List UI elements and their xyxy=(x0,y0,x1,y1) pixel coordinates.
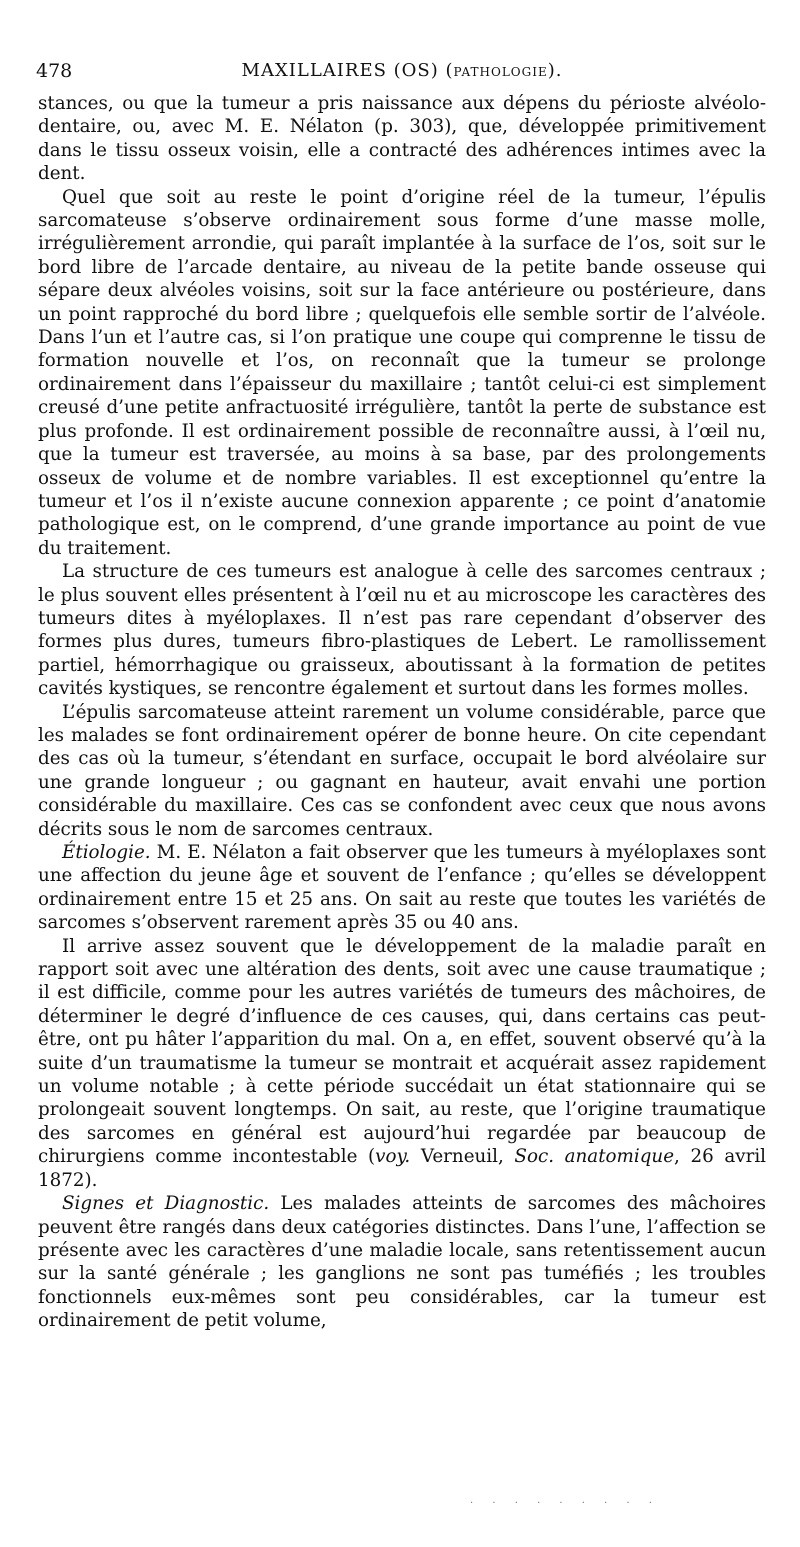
body-text xyxy=(38,92,766,1333)
paragraph-3: La structure de ces tumeurs est analogue à celle des sarcomes centraux ; le plus souvent elles présentent à l’œil nu et au microscope les caractères des tumeurs dites à myéloplaxes. Il n’est pas rare cependant d’observer des formes plus dures, tumeurs fibro-plastiques de Lebert. Le ramollissement partiel, hémorrhagique ou graisseux, aboutissant à la formation de petites cavités kystiques, se rencontre également et surtout dans les formes molles. xyxy=(38,561,766,700)
etiologie-heading: Étiologie. xyxy=(62,842,151,863)
paragraph-2: Quel que soit au reste le point d’origine réel de la tumeur, l’épulis sarcomateuse s’observe ordinairement sous forme d’une masse molle, irrégulièrement arrondie, qui paraît implantée à la surface de l’os, soit sur le bord libre de l’arcade dentaire, au niveau de la petite bande osseuse qui sépare deux alvéoles voisins, soit sur la face antérieure ou postérieure, dans un point rapproché du bord libre ; quelquefois elle semble sortir de l’alvéole. Dans l’un et l’autre cas, si l’on pratique une coupe qui comprenne le tissu de formation nouvelle et l’os, on reconnaît que la tumeur se prolonge ordinairement dans l’épaisseur du maxillaire ; tantôt celui-ci est simplement creusé d’une petite anfractuosité irrégulière, tantôt la perte de substance est plus profonde. Il est ordinairement possible de reconnaître aussi, à l’œil nu, que la tumeur est traversée, au moins à sa base, par des prolongements osseux de volume et de nombre variables. Il est exceptionnel qu’entre la tumeur et l’os il n’existe aucune connexion apparente ; ce point d’anatomie pathologique est, on le comprend, d’une grande importance au point de vue du traitement. xyxy=(38,186,766,559)
running-head-small: PATHOLOGIE xyxy=(453,65,548,79)
soc-anatomique: Soc. anatomique xyxy=(514,1146,675,1168)
voy-abbrev: voy. xyxy=(375,1146,411,1168)
paragraph-1: stances, ou que la tumeur a pris naissance aux dépens du périoste alvéolo-dentaire, ou, avec M. E. Nélaton (p. 303), que, développée primitivement dans le tissu osseux voisin, elle a contracté des adhérences intimes avec la dent. xyxy=(38,93,766,185)
paragraph-5 xyxy=(38,841,766,935)
paragraph-6-text-b: Verneuil, xyxy=(410,1146,515,1168)
footer-dots: · · · · · · · · · xyxy=(470,1498,661,1509)
paragraph-6-text-a: Il arrive assez souvent que le développement de la maladie paraît en rapport soit avec une altération des dents, soit avec une cause traumatique ; il est difficile, comme pour les autres variétés de tumeurs des mâchoires, de déterminer le degré d’influence de ces causes, qui, dans certains cas peut-être, ont pu hâter l’apparition du mal. On a, en effet, souvent observé qu’à la suite d’un traumatisme la tumeur se montrait et acquérait assez rapidement un volume notable ; à cette période succédait un état stationnaire qui se prolongeait souvent longtemps. On sait, au reste, que l’origine traumatique des sarcomes en général est aujourd’hui regardée par beaucoup de chirurgiens comme incontestable ( xyxy=(38,935,766,1168)
running-head-close: ). xyxy=(547,60,563,81)
paragraph-7-text: Les malades atteints de sarcomes des mâchoires peuvent être rangés dans deux catégories distinctes. Dans l’une, l’affection se présente avec les caractères d’une maladie locale, sans retentissement aucun sur la santé générale ; les ganglions ne sont pas tuméfiés ; les troubles fonctionnels eux-mêmes sont peu considérables, car la tumeur est ordinairement de petit volume, xyxy=(38,1193,766,1332)
paragraph-6 xyxy=(38,935,766,1192)
paragraph-5-text: M. E. Nélaton a fait observer que les tumeurs à myéloplaxes sont une affection du jeune âge et souvent de l’enfance ; qu’elles se développent ordinairement entre 15 et 25 ans. On sait au reste que toutes les variétés de sarcomes s’observent rarement après 35 ou 40 ans. xyxy=(38,842,766,934)
running-head-main: MAXILLAIRES (OS) ( xyxy=(241,60,454,81)
paragraph-6-text-c: , 26 avril 1872). xyxy=(38,1146,767,1191)
signes-heading: Signes et Diagnostic. xyxy=(62,1193,270,1215)
page-number: 478 xyxy=(36,60,73,82)
running-head xyxy=(36,60,768,81)
paragraph-7 xyxy=(38,1192,766,1332)
paragraph-4: L’épulis sarcomateuse atteint rarement un volume considérable, parce que les malades se font ordinairement opérer de bonne heure. On cite cependant des cas où la tumeur, s’étendant en surface, occupait le bord alvéolaire sur une grande longueur ; ou gagnant en hauteur, avait envahi une portion considérable du maxillaire. Ces cas se confondent avec ceux que nous avons décrits sous le nom de sarcomes centraux. xyxy=(38,701,766,840)
page-header xyxy=(36,56,768,86)
